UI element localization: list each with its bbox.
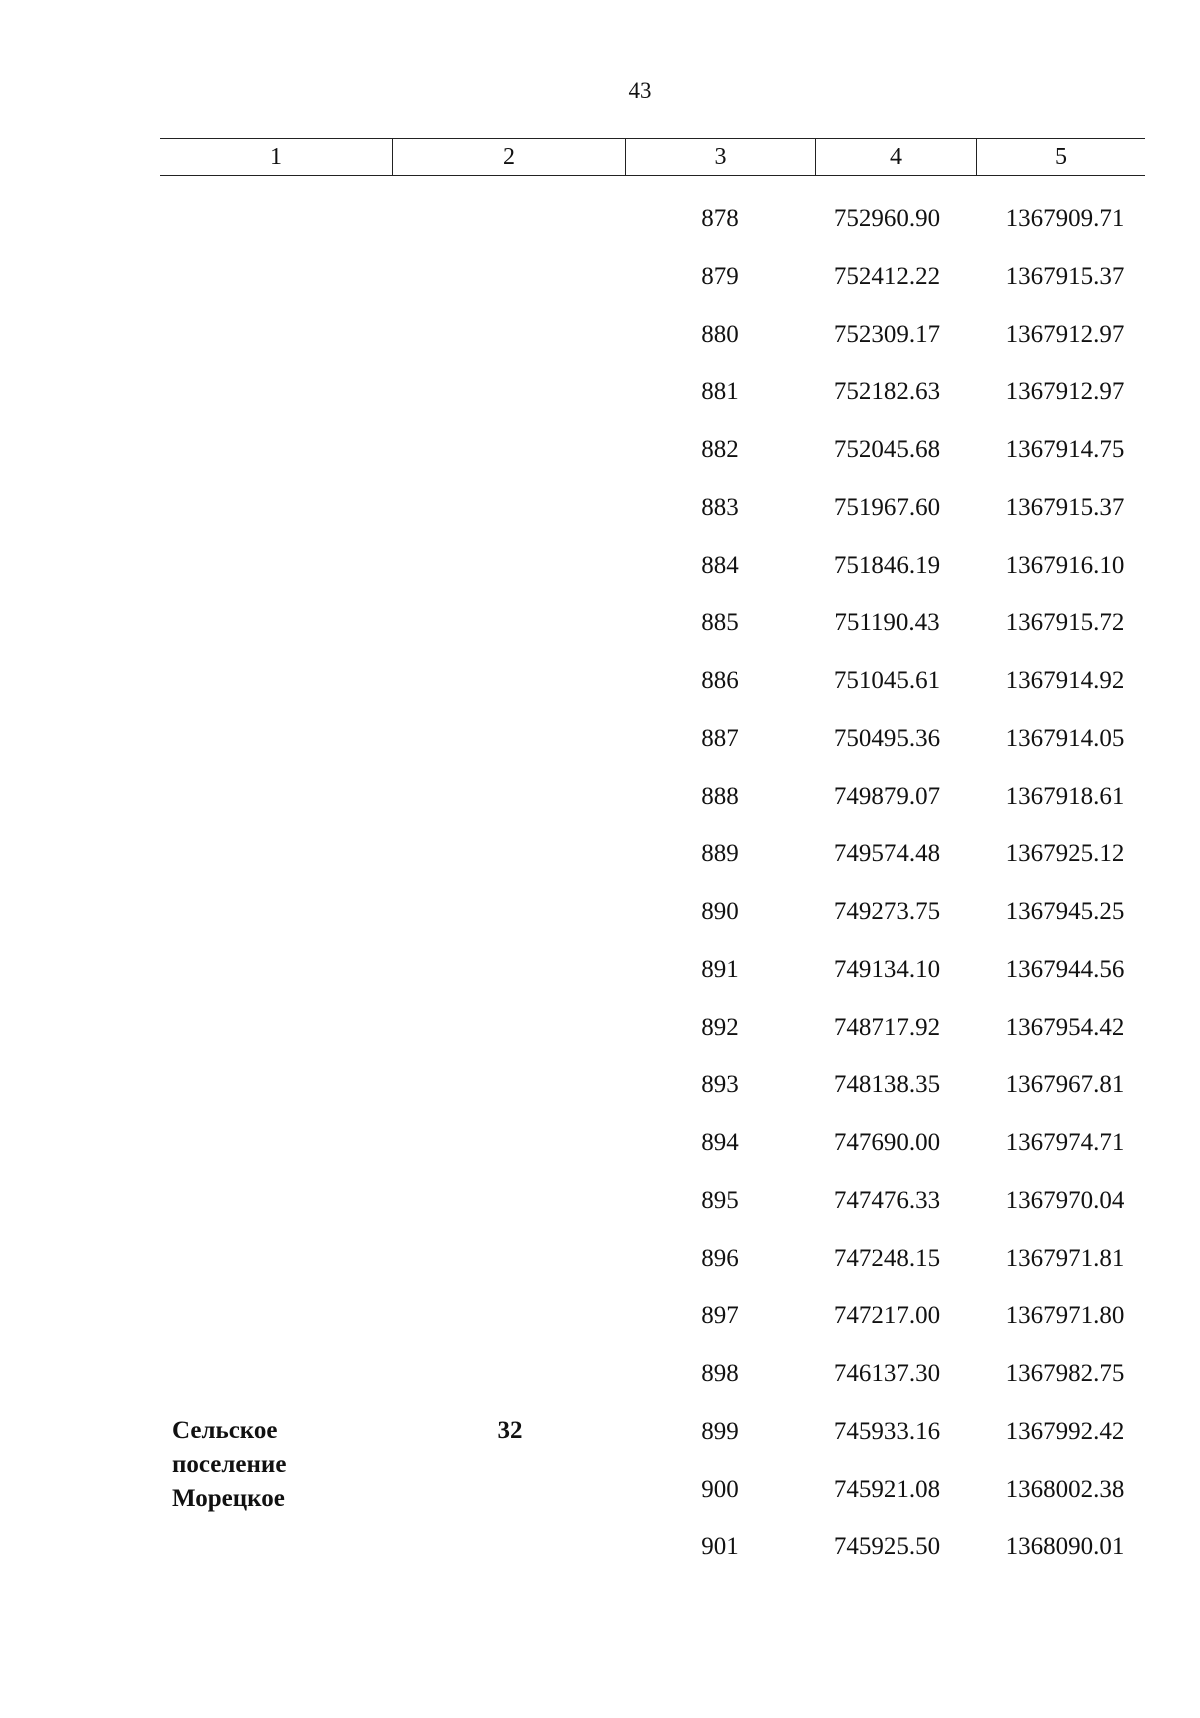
coordinate-x: 752960.90 [833,205,941,232]
settlement-name-line: Морецкое [172,1485,285,1512]
coordinate-y: 1367945.25 [1005,898,1125,925]
coordinate-x: 752182.63 [833,378,941,406]
table-row [0,834,1200,874]
point-number: 880 [701,320,739,348]
point-number: 890 [701,898,739,925]
coordinate-x: 751190.43 [834,609,940,637]
coordinate-x: 745921.08 [833,1475,941,1503]
coordinate-x: 749574.48 [833,840,941,868]
point-number: 894 [701,1129,739,1156]
page-number: 43 [628,78,652,103]
point-number: 887 [701,724,739,752]
table-row [0,1008,1200,1048]
coordinate-x: 751846.19 [833,551,941,579]
coordinate-x: 749879.07 [833,782,941,810]
table-row [0,950,1200,990]
table-row [0,1239,1200,1279]
coordinate-x: 752309.17 [833,320,941,348]
table-row [0,1354,1200,1394]
point-number: 883 [701,493,739,521]
table-row [0,1065,1200,1105]
point-number: 896 [701,1244,739,1272]
coordinate-y: 1367982.75 [1005,1360,1125,1387]
coordinate-y: 1367971.81 [1005,1244,1125,1272]
point-number: 886 [701,667,739,694]
coordinate-x: 745933.16 [833,1417,941,1445]
point-number: 892 [701,1013,739,1041]
header-col-3: 3 [626,139,816,175]
point-number: 878 [701,205,739,232]
coordinate-y: 1367915.72 [1005,609,1125,637]
point-number: 893 [701,1071,739,1099]
coordinate-x: 748138.35 [833,1071,941,1099]
point-number: 881 [701,378,739,406]
coordinate-y: 1367914.75 [1005,436,1125,463]
coordinate-y: 1367954.42 [1005,1013,1125,1041]
table-row [0,1181,1200,1221]
header-col-1: 1 [160,139,393,175]
point-number: 882 [701,436,739,463]
table-row [0,488,1200,528]
settlement-name [172,1414,286,1516]
table-row [0,1123,1200,1163]
point-number: 900 [701,1475,739,1503]
point-number: 897 [701,1302,739,1330]
coordinate-y: 1367944.56 [1005,955,1125,983]
coordinate-x: 748717.92 [833,1013,941,1041]
coordinate-x: 752412.22 [833,262,941,290]
coordinate-y: 1367914.92 [1005,667,1125,694]
coordinate-x: 746137.30 [833,1360,941,1387]
coordinate-y: 1367971.80 [1005,1302,1125,1330]
table-row [0,892,1200,932]
point-number: 895 [701,1186,739,1214]
coordinate-y: 1367918.61 [1005,782,1125,810]
settlement-name-line: поселение [172,1451,287,1478]
coordinate-y: 1367916.10 [1005,551,1125,579]
coordinate-y: 1367992.42 [1005,1417,1125,1445]
table-row [0,546,1200,586]
table-row [0,719,1200,759]
coordinate-y: 1367967.81 [1005,1071,1125,1099]
table-row [0,1296,1200,1336]
point-number: 901 [701,1533,739,1561]
table-row [0,315,1200,355]
coordinate-y: 1368090.01 [1005,1533,1125,1561]
table-header [160,138,1145,176]
settlement-code: 32 [497,1417,523,1444]
point-number: 899 [701,1417,739,1445]
coordinate-y: 1367909.71 [1005,205,1125,232]
coordinate-x: 751045.61 [833,667,941,694]
table-row [0,257,1200,297]
header-col-4: 4 [816,139,977,175]
coordinate-x: 751967.60 [833,493,941,521]
point-number: 879 [701,262,739,290]
coordinate-y: 1367915.37 [1005,262,1125,290]
coordinate-y: 1367912.97 [1005,378,1125,406]
table-row [0,372,1200,412]
coordinate-y: 1367925.12 [1005,840,1125,868]
coordinate-x: 747476.33 [833,1186,941,1214]
coordinate-y: 1367974.71 [1005,1129,1125,1156]
coordinate-x: 747248.15 [833,1244,941,1272]
point-number: 884 [701,551,739,579]
coordinate-y: 1368002.38 [1005,1475,1125,1503]
table-row [0,777,1200,817]
table-row [0,603,1200,643]
table-row [0,661,1200,701]
header-col-2: 2 [393,139,626,175]
coordinate-y: 1367914.05 [1005,724,1125,752]
settlement-name-line: Сельское [172,1417,278,1444]
point-number: 888 [701,782,739,810]
coordinate-x: 747690.00 [833,1129,941,1156]
coordinate-x: 752045.68 [833,436,941,463]
point-number: 885 [701,609,739,637]
table-row [0,430,1200,470]
table-row [0,1527,1200,1567]
table-row [0,199,1200,239]
coordinate-y: 1367912.97 [1005,320,1125,348]
coordinate-x: 747217.00 [833,1302,941,1330]
coordinate-y: 1367970.04 [1005,1186,1125,1214]
coordinate-x: 749134.10 [833,955,941,983]
coordinate-x: 745925.50 [833,1533,941,1561]
point-number: 898 [701,1360,739,1387]
coordinate-x: 749273.75 [833,898,941,925]
point-number: 889 [701,840,739,868]
coordinate-y: 1367915.37 [1005,493,1125,521]
header-col-5: 5 [1055,143,1067,170]
point-number: 891 [701,955,739,983]
coordinate-x: 750495.36 [833,724,941,752]
